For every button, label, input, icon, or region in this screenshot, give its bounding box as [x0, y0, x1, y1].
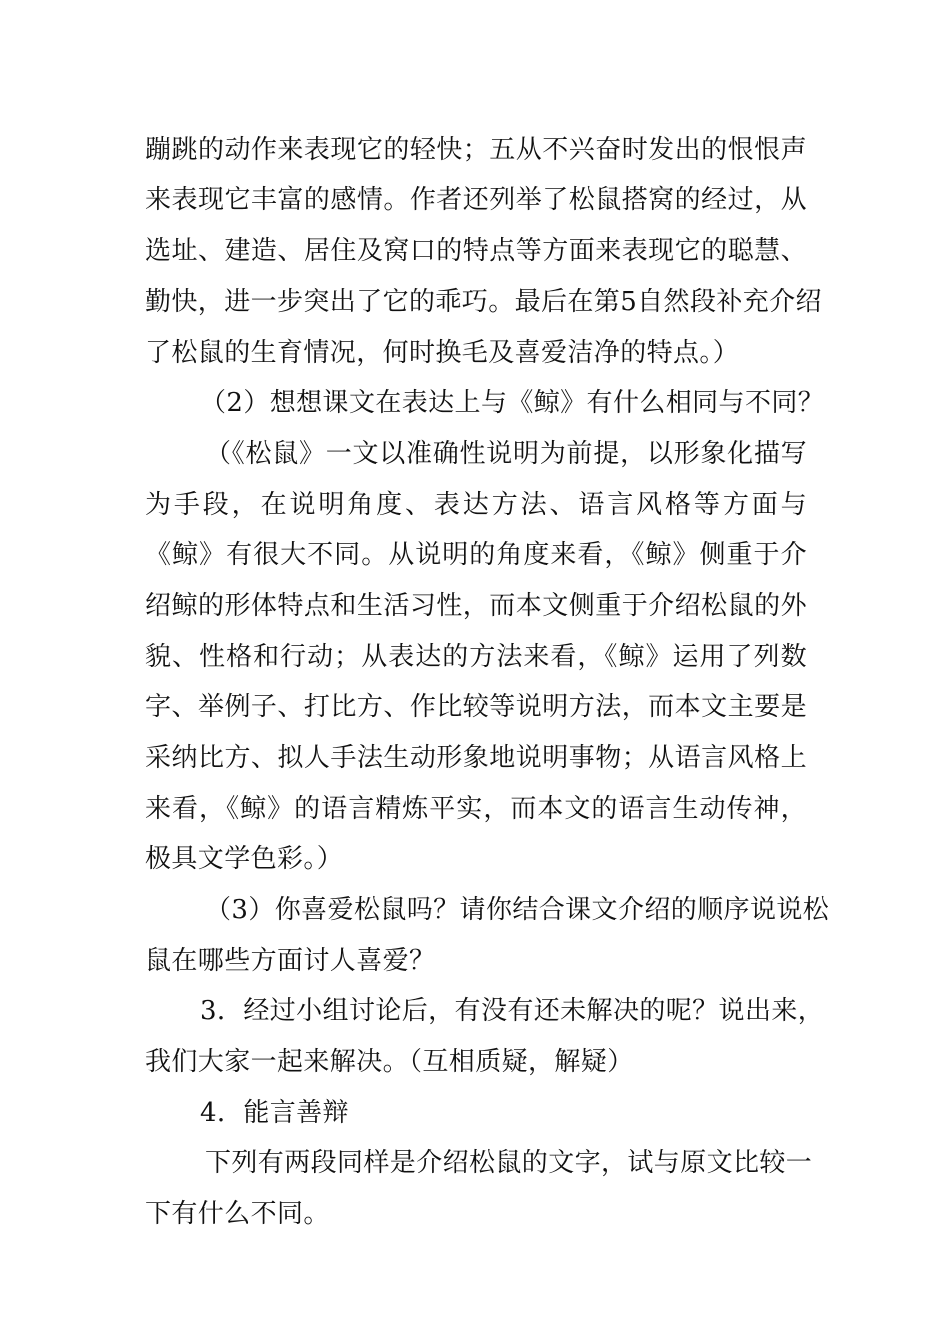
paragraph-line: 我们大家一起来解决。（互相质疑，解疑）	[145, 1047, 634, 1077]
paragraph-line: 绍鲸的形体特点和生活习性，而本文侧重于介绍松鼠的外	[145, 591, 807, 621]
paragraph-line: 来看，《鲸》的语言精炼平实，而本文的语言生动传神，	[145, 794, 807, 824]
paragraph-line: 为手段，在说明角度、表达方法、语言风格等方面与	[145, 490, 807, 520]
section-heading-4: 4．能言善辩	[200, 1098, 349, 1128]
question-heading: （2）想想课文在表达上与《鲸》有什么相同与不同？	[200, 388, 825, 418]
paragraph-line: 字、举例子、打比方、作比较等说明方法，而本文主要是	[145, 692, 807, 722]
paragraph-line: 貌、性格和行动；从表达的方法来看，《鲸》运用了列数	[145, 642, 807, 672]
paragraph-line: （《松鼠》一文以准确性说明为前提，以形象化描写	[205, 439, 807, 469]
paragraph-line: 选址、建造、居住及窝口的特点等方面来表现它的聪慧、	[145, 236, 807, 266]
paragraph-line: 下列有两段同样是介绍松鼠的文字，试与原文比较一	[205, 1148, 813, 1178]
paragraph-line: 勤快，进一步突出了它的乖巧。最后在第5自然段补充介绍	[145, 287, 822, 317]
paragraph-line: 《鲸》有很大不同。从说明的角度来看，《鲸》侧重于介	[145, 540, 807, 570]
paragraph-line: 极具文学色彩。）	[145, 844, 344, 874]
section-item-3: 3．经过小组讨论后，有没有还未解决的呢？说出来，	[200, 996, 825, 1026]
paragraph-line: 下有什么不同。	[145, 1199, 330, 1229]
paragraph-line: 采纳比方、拟人手法生动形象地说明事物；从语言风格上	[145, 743, 807, 773]
paragraph-line: 了松鼠的生育情况，何时换毛及喜爱洁净的特点。）	[145, 338, 740, 368]
paragraph-line: 蹦跳的动作来表现它的轻快；五从不兴奋时发出的恨恨声	[145, 135, 807, 165]
paragraph-line: 鼠在哪些方面讨人喜爱？	[145, 946, 436, 976]
paragraph-line: 来表现它丰富的感情。作者还列举了松鼠搭窝的经过，从	[145, 185, 807, 215]
question-heading: （3）你喜爱松鼠吗？请你结合课文介绍的顺序说说松	[205, 895, 830, 925]
